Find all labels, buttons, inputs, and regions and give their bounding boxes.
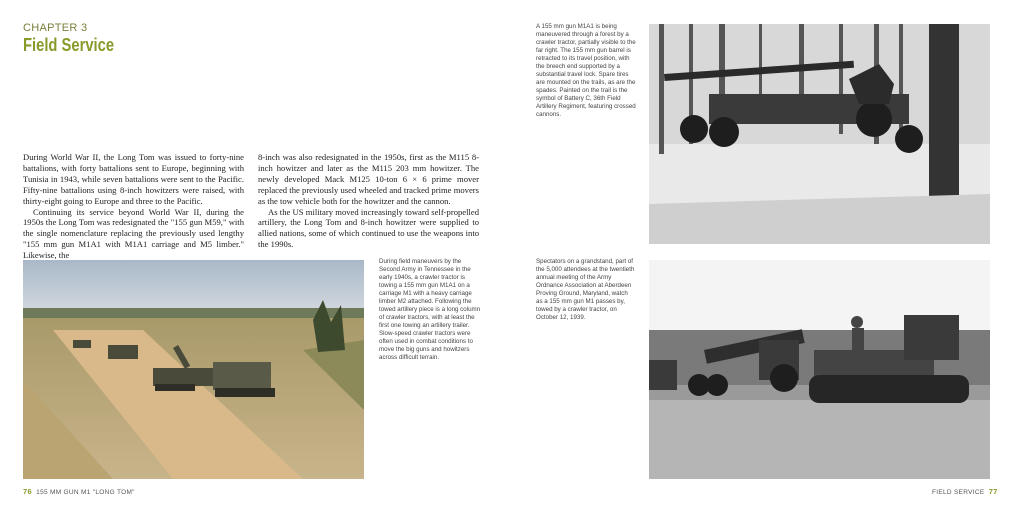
body-paragraph: Continuing its service beyond World War II, during the 1950s the Long Tom was redesignated the "155 gun M59," with the single nomenclature replacing the previously used lengthy "155 mm gun M1A1 with M1A1 carriage and M5 limber." Likewise, the (23, 206, 244, 261)
running-title-right: FIELD SERVICE (932, 489, 985, 496)
body-paragraph: 8-inch was also redesignated in the 1950s, first as the M115 8-inch howitzer and later as the M115 203 mm howitzer. The newly developed Mack M125 10-ton 6 × 6 prime mover replaced the previously used wheeled and tracked prime movers as the tow vehicle both for the howitzer and the cannon. (258, 152, 479, 206)
caption-forest-gun: A 155 mm gun M1A1 is being maneuvered through a forest by a crawler tractor, partially visible to the far right. The 155 mm gun barrel is retracted to its travel position, with the breech end supported by a substantial travel lock. Spare tires are mounted on the trails, as are the spades. Painted on the trail is the symbol of Battery C, 36th Field Artillery Regiment, featuring crossed cannons. (536, 23, 636, 118)
body-column-2 (258, 152, 479, 250)
running-title-left: 155 MM GUN M1 "LONG TOM" (36, 489, 135, 496)
right-footer (932, 487, 998, 496)
photo-field-maneuvers-image (23, 260, 364, 479)
photo-grandstand-image (649, 260, 990, 479)
photo-forest-gun (649, 24, 990, 244)
chapter-label: CHAPTER 3 (23, 22, 88, 34)
page-number-left: 76 (23, 487, 32, 496)
caption-grandstand: Spectators on a grandstand, part of the 5,000 attendees at the twentieth annual meeting of the Army Ordnance Association at Aberdeen Proving Ground, Maryland, watch as a 155 mm gun M1 passes by, towed by a crawler tractor, on October 12, 1939. (536, 258, 635, 321)
body-column-1 (23, 152, 244, 261)
caption-field-maneuvers: During field maneuvers by the Second Army in Tennessee in the early 1940s, a crawler tractor is towing a 155 mm gun M1A1 on a carriage M1 with a heavy carriage limber M2 attached. Following the towed artillery piece is a long column of crawler tractors, with at least the first one towing an artillery trailer. Slow-speed crawler tractors were often used in combat conditions to move the big guns and howitzers across difficult terrain. (379, 258, 481, 361)
body-paragraph: During World War II, the Long Tom was issued to forty-nine battalions, with forty battalions sent to Europe, beginning with Tunisia in 1943, while seven battalions were sent to the Pacific. Fifty-nine battalions using 8-inch howitzers were raised, with thirty-eight going to Europe and three to the Pacific. (23, 152, 244, 206)
body-paragraph: As the US military moved increasingly toward self-propelled artillery, the Long Tom and 8-inch howitzer were supplied to allied nations, some of which continued to use the weapons into the 1990s. (258, 206, 479, 250)
photo-field-maneuvers (23, 260, 364, 479)
page-number-right: 77 (988, 487, 998, 496)
photo-forest-gun-image (649, 24, 990, 244)
page-title: Field Service (23, 35, 115, 55)
photo-grandstand (649, 260, 990, 479)
left-footer (23, 487, 135, 496)
